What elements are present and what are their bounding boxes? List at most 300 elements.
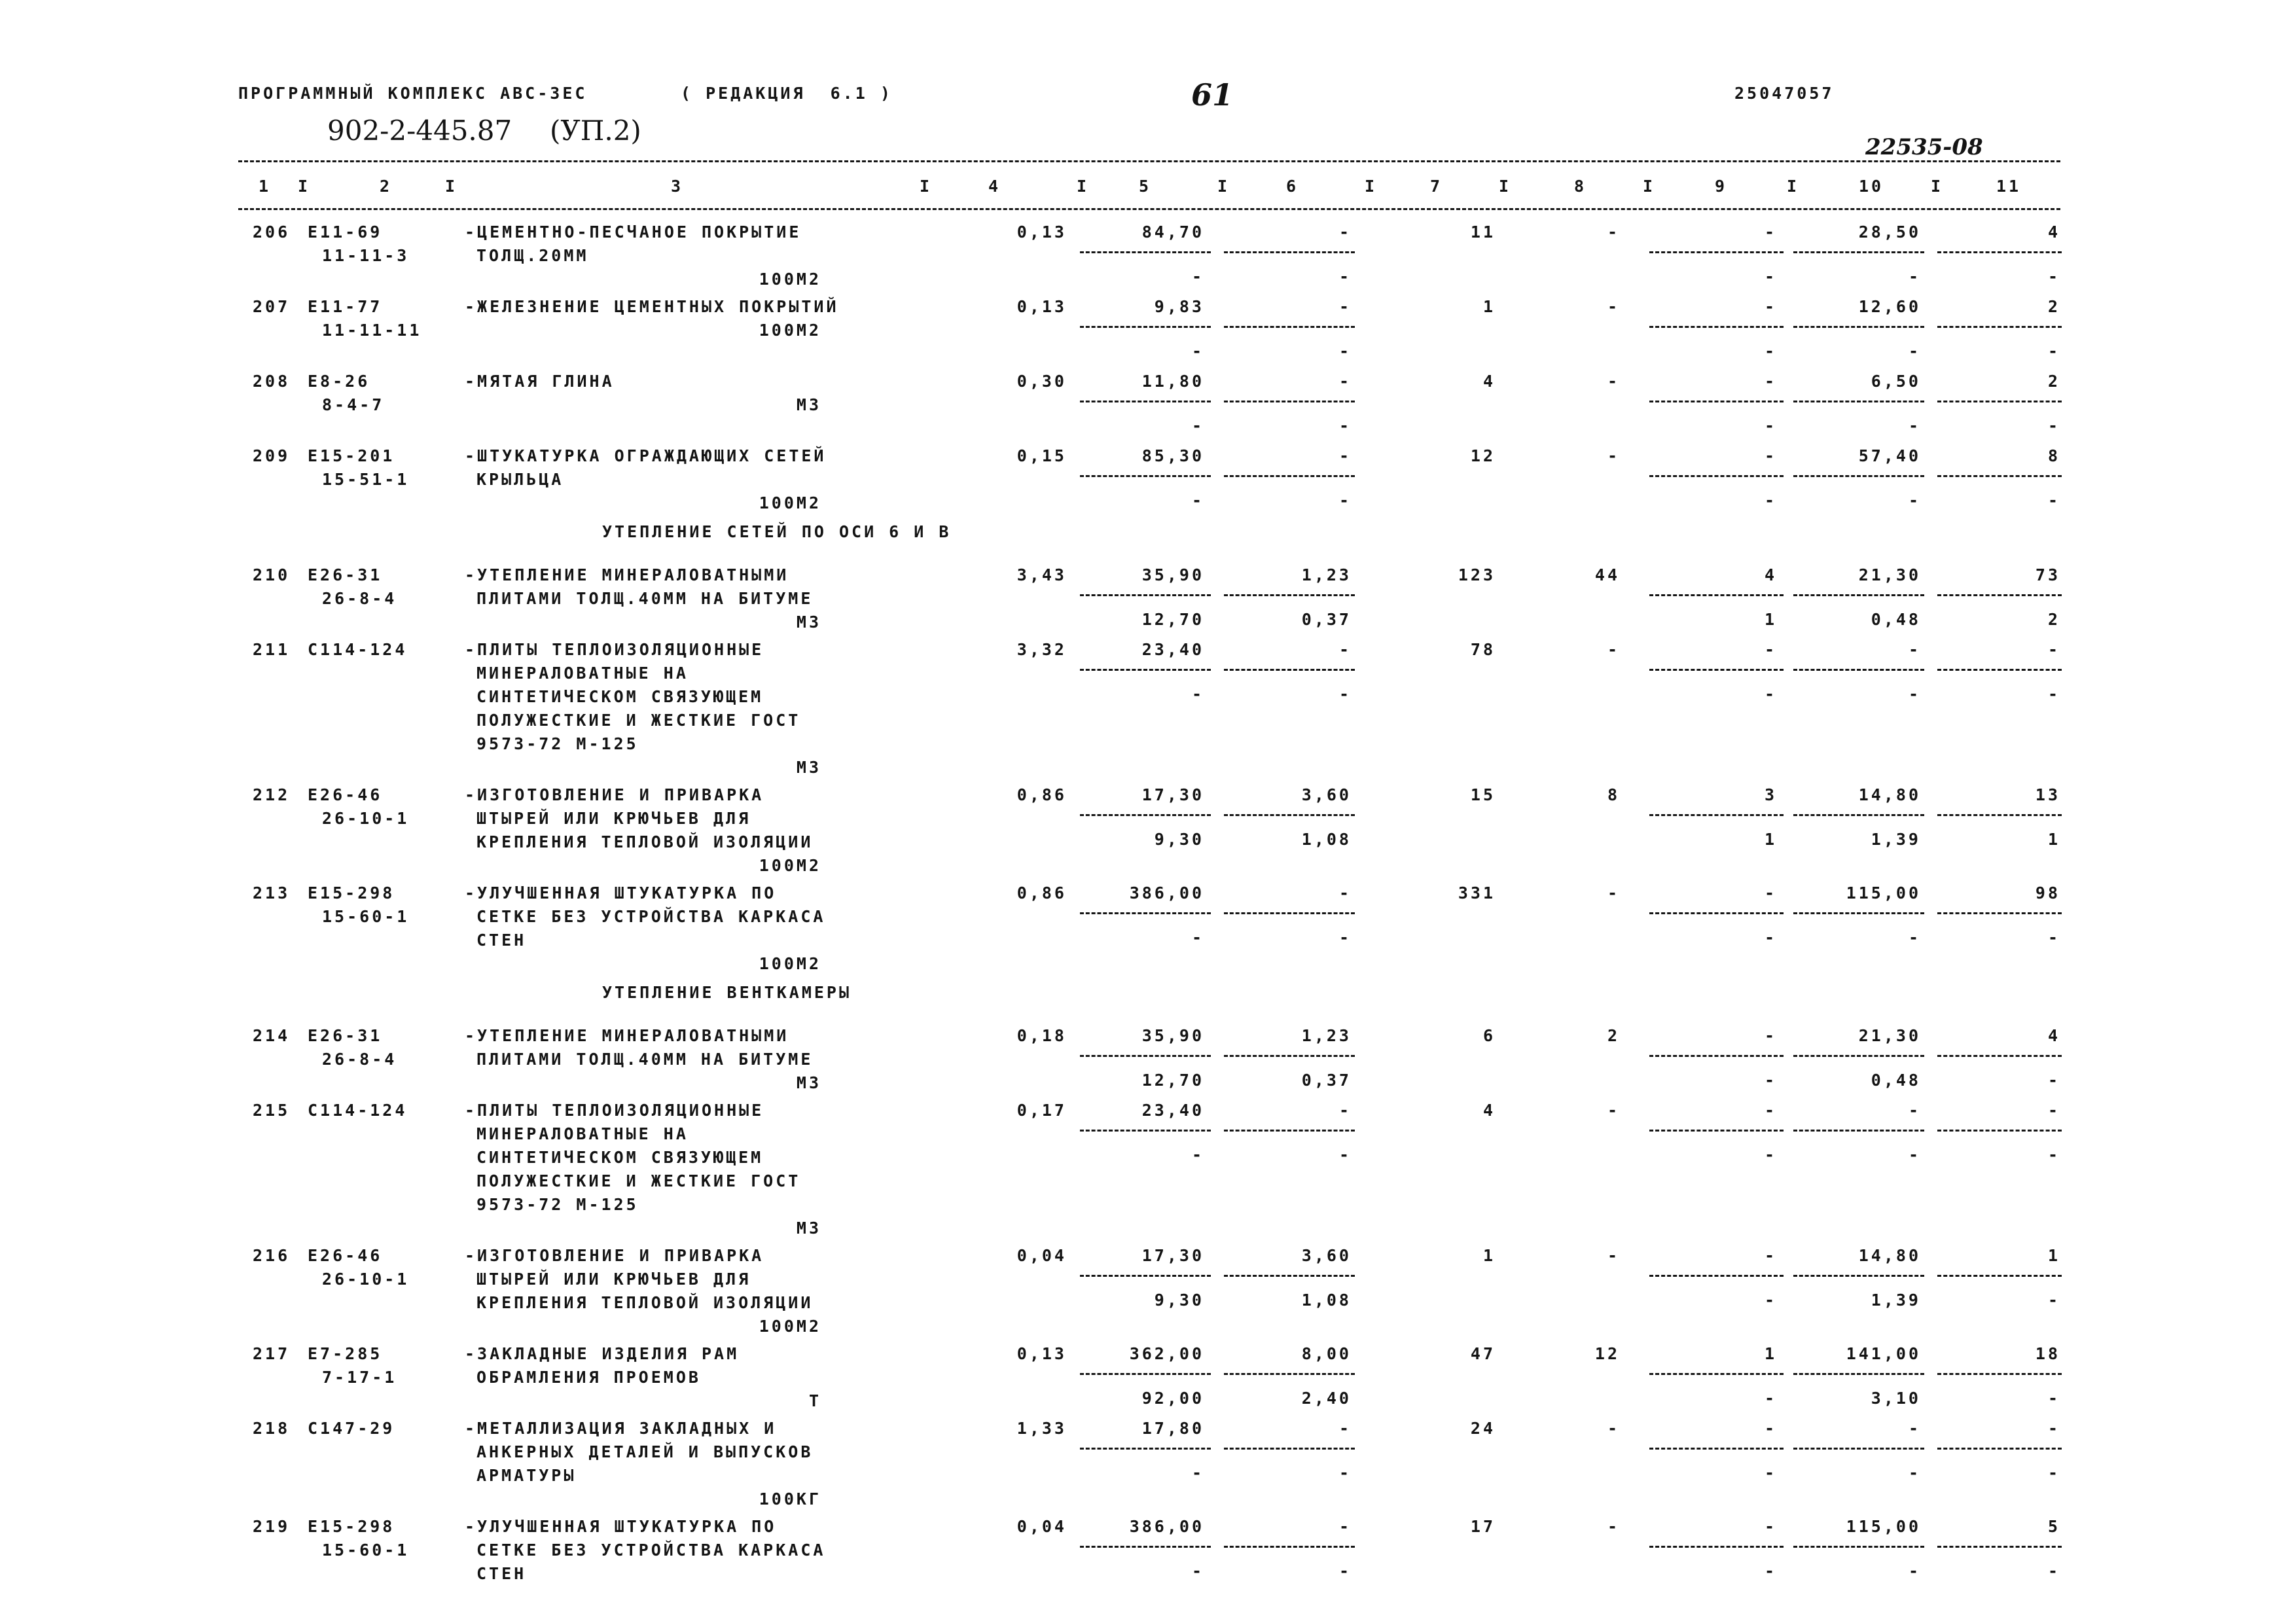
value-c6b: - — [1338, 928, 1352, 947]
value-c6: 1,23 — [1301, 1026, 1352, 1045]
cell-rule — [1224, 326, 1355, 328]
cell-rule — [1224, 1546, 1355, 1548]
norm-subcode: 15-60-1 — [322, 1541, 410, 1560]
value-c9b: 1 — [1764, 610, 1777, 629]
cell-rule — [1793, 1275, 1924, 1277]
value-c11b: - — [2047, 1463, 2060, 1482]
section-heading: УТЕПЛЕНИЕ СЕТЕЙ ПО ОСИ 6 И В — [602, 522, 952, 541]
value-c10: 57,40 — [1858, 446, 1921, 465]
unit-of-measure: 100М2 — [759, 270, 821, 289]
value-c9: - — [1764, 297, 1777, 316]
work-description: СТЕН — [476, 931, 527, 950]
value-c9: - — [1764, 1419, 1777, 1438]
value-c7: 47 — [1470, 1344, 1496, 1363]
cell-rule — [1224, 1275, 1355, 1277]
value-c9b: - — [1764, 928, 1777, 947]
norm-subcode: 8-4-7 — [322, 395, 385, 414]
cell-rule — [1080, 475, 1211, 477]
value-c8: - — [1607, 1101, 1620, 1120]
norm-code: Е8-26 — [308, 372, 370, 391]
value-c9: - — [1764, 1026, 1777, 1045]
edition-label: ( РЕДАКЦИЯ 6.1 ) — [681, 84, 893, 103]
work-description: -УЛУЧШЕННАЯ ШТУКАТУРКА ПО — [465, 1517, 777, 1536]
unit-of-measure: М3 — [796, 395, 821, 414]
work-description: 9573-72 М-125 — [476, 1195, 639, 1214]
value-c10: 21,30 — [1858, 565, 1921, 584]
value-c10: 115,00 — [1846, 1517, 1921, 1536]
column-number-3: 3 — [671, 177, 684, 196]
column-number-7: 7 — [1430, 177, 1443, 196]
row-number: 207 — [253, 297, 291, 316]
value-c11b: - — [2047, 1389, 2060, 1408]
value-c9: - — [1764, 1517, 1777, 1536]
cell-rule — [1793, 912, 1924, 914]
value-c7: 123 — [1458, 565, 1496, 584]
value-qty: 0,13 — [1016, 297, 1067, 316]
row-number: 210 — [253, 565, 291, 584]
norm-code: С147-29 — [308, 1419, 395, 1438]
cell-rule — [1937, 1448, 2062, 1450]
value-c11b: - — [2047, 1145, 2060, 1164]
value-c9b: - — [1764, 1291, 1777, 1310]
value-c8: - — [1607, 1517, 1620, 1536]
work-description: ШТЫРЕЙ ИЛИ КРЮЧЬЕВ ДЛЯ — [476, 1270, 751, 1289]
value-c11: 1 — [2047, 1246, 2060, 1265]
unit-of-measure: Т — [808, 1391, 821, 1410]
value-c5: 17,30 — [1141, 1246, 1204, 1265]
value-c6: - — [1338, 883, 1352, 902]
value-c10: 28,50 — [1858, 223, 1921, 241]
program-title: ПРОГРАММНЫЙ КОМПЛЕКС АВС-3ЕС — [238, 84, 588, 103]
norm-code: Е15-298 — [308, 883, 395, 902]
row-number: 212 — [253, 785, 291, 804]
value-c6b: 1,08 — [1301, 830, 1352, 849]
value-c5b: - — [1191, 342, 1204, 361]
value-qty: 3,43 — [1016, 565, 1067, 584]
value-c5b: 12,70 — [1141, 610, 1204, 629]
cell-rule — [1793, 475, 1924, 477]
value-c9b: 1 — [1764, 830, 1777, 849]
value-c5: 386,00 — [1129, 883, 1204, 902]
header-rule-bottom — [238, 208, 2060, 210]
value-c5b: - — [1191, 685, 1204, 704]
cell-rule — [1793, 594, 1924, 596]
value-c9b: - — [1764, 1389, 1777, 1408]
cell-rule — [1080, 594, 1211, 596]
column-number-4: 4 — [988, 177, 1001, 196]
cell-rule — [1937, 251, 2062, 253]
cell-rule — [1649, 814, 1784, 816]
column-separator: I — [298, 177, 311, 196]
unit-of-measure: 100М2 — [759, 321, 821, 340]
value-c5b: - — [1191, 928, 1204, 947]
value-c7: 6 — [1482, 1026, 1496, 1045]
value-c11b: - — [2047, 342, 2060, 361]
column-separator: I — [1643, 177, 1656, 196]
value-qty: 0,15 — [1016, 446, 1067, 465]
work-description: КРЕПЛЕНИЯ ТЕПЛОВОЙ ИЗОЛЯЦИИ — [476, 1293, 814, 1312]
value-c6: - — [1338, 1101, 1352, 1120]
cell-rule — [1080, 401, 1211, 402]
value-c6b: - — [1338, 342, 1352, 361]
cell-rule — [1224, 401, 1355, 402]
work-description: ПЛИТАМИ ТОЛЩ.40ММ НА БИТУМЕ — [476, 589, 814, 608]
value-c11b: - — [2047, 1291, 2060, 1310]
value-c9b: - — [1764, 1071, 1777, 1090]
cell-rule — [1937, 912, 2062, 914]
inventory-number: 22535-08 — [1865, 134, 1983, 160]
value-c10: 21,30 — [1858, 1026, 1921, 1045]
value-c5b: - — [1191, 491, 1204, 510]
value-c7: 4 — [1482, 372, 1496, 391]
value-c6b: - — [1338, 416, 1352, 435]
cell-rule — [1793, 814, 1924, 816]
value-c10: 115,00 — [1846, 883, 1921, 902]
cell-rule — [1937, 1055, 2062, 1057]
value-c6: 3,60 — [1301, 785, 1352, 804]
work-description: -ЦЕМЕНТНО-ПЕСЧАНОЕ ПОКРЫТИЕ — [465, 223, 802, 241]
value-c5b: 12,70 — [1141, 1071, 1204, 1090]
value-c9b: - — [1764, 1145, 1777, 1164]
value-c11: 13 — [2035, 785, 2060, 804]
value-c5: 17,80 — [1141, 1419, 1204, 1438]
column-separator: I — [1499, 177, 1512, 196]
norm-subcode: 15-60-1 — [322, 907, 410, 926]
value-c10b: 3,10 — [1871, 1389, 1921, 1408]
value-c9: - — [1764, 372, 1777, 391]
cell-rule — [1937, 594, 2062, 596]
value-c5: 84,70 — [1141, 223, 1204, 241]
value-c11b: - — [2047, 1561, 2060, 1580]
work-description: ОБРАМЛЕНИЯ ПРОЕМОВ — [476, 1368, 701, 1387]
value-c5: 23,40 — [1141, 640, 1204, 659]
work-description: -ИЗГОТОВЛЕНИЕ И ПРИВАРКА — [465, 785, 764, 804]
work-description: -ШТУКАТУРКА ОГРАЖДАЮЩИХ СЕТЕЙ — [465, 446, 827, 465]
value-c6b: - — [1338, 1463, 1352, 1482]
value-c7: 12 — [1470, 446, 1496, 465]
column-separator: I — [920, 177, 933, 196]
unit-of-measure: 100М2 — [759, 954, 821, 973]
value-c11: - — [2047, 1101, 2060, 1120]
row-number: 209 — [253, 446, 291, 465]
column-separator: I — [1365, 177, 1378, 196]
value-c7: 78 — [1470, 640, 1496, 659]
cell-rule — [1793, 1130, 1924, 1132]
cell-rule — [1649, 1275, 1784, 1277]
value-c6: - — [1338, 223, 1352, 241]
value-c9b: - — [1764, 416, 1777, 435]
cell-rule — [1649, 401, 1784, 402]
value-c11b: - — [2047, 1071, 2060, 1090]
value-c6b: - — [1338, 267, 1352, 286]
value-qty: 0,04 — [1016, 1517, 1067, 1536]
value-c7: 11 — [1470, 223, 1496, 241]
value-c10: - — [1908, 640, 1921, 659]
cell-rule — [1080, 912, 1211, 914]
value-c11: 4 — [2047, 1026, 2060, 1045]
doc-number: 25047057 — [1734, 84, 1835, 103]
value-c9: - — [1764, 883, 1777, 902]
value-c6: - — [1338, 372, 1352, 391]
unit-of-measure: М3 — [796, 758, 821, 777]
value-c8: - — [1607, 372, 1620, 391]
work-description: МИНЕРАЛОВАТНЫЕ НА — [476, 1124, 689, 1143]
cell-rule — [1080, 1055, 1211, 1057]
cell-rule — [1793, 1546, 1924, 1548]
value-c11b: 2 — [2047, 610, 2060, 629]
value-c11b: - — [2047, 928, 2060, 947]
value-c11: 18 — [2035, 1344, 2060, 1363]
cell-rule — [1937, 401, 2062, 402]
work-description: -ЗАКЛАДНЫЕ ИЗДЕЛИЯ РАМ — [465, 1344, 740, 1363]
section-heading: УТЕПЛЕНИЕ ВЕНТКАМЕРЫ — [602, 983, 852, 1002]
value-qty: 1,33 — [1016, 1419, 1067, 1438]
row-number: 206 — [253, 223, 291, 241]
cell-rule — [1937, 1275, 2062, 1277]
value-c9: 3 — [1764, 785, 1777, 804]
work-description: МИНЕРАЛОВАТНЫЕ НА — [476, 664, 689, 683]
value-c6: - — [1338, 1517, 1352, 1536]
value-c10: 12,60 — [1858, 297, 1921, 316]
value-c6b: 2,40 — [1301, 1389, 1352, 1408]
cell-rule — [1937, 669, 2062, 671]
value-c10: 141,00 — [1846, 1344, 1921, 1363]
unit-of-measure: 100КГ — [759, 1489, 821, 1508]
unit-of-measure: М3 — [796, 1219, 821, 1238]
value-qty: 0,18 — [1016, 1026, 1067, 1045]
value-c5: 362,00 — [1129, 1344, 1204, 1363]
norm-subcode: 7-17-1 — [322, 1368, 397, 1387]
value-qty: 0,13 — [1016, 1344, 1067, 1363]
norm-subcode: 11-11-3 — [322, 246, 410, 265]
cell-rule — [1793, 1448, 1924, 1450]
norm-code: С114-124 — [308, 640, 408, 659]
unit-of-measure: 100М2 — [759, 1317, 821, 1336]
value-c8: - — [1607, 1419, 1620, 1438]
cell-rule — [1080, 1373, 1211, 1375]
value-c7: 1 — [1482, 1246, 1496, 1265]
cell-rule — [1649, 1546, 1784, 1548]
norm-subcode: 15-51-1 — [322, 470, 410, 489]
cell-rule — [1224, 1373, 1355, 1375]
value-c6: - — [1338, 640, 1352, 659]
value-c10b: - — [1908, 342, 1921, 361]
cell-rule — [1793, 1055, 1924, 1057]
value-c5: 23,40 — [1141, 1101, 1204, 1120]
norm-code: Е11-69 — [308, 223, 383, 241]
value-qty: 0,17 — [1016, 1101, 1067, 1120]
value-c5: 11,80 — [1141, 372, 1204, 391]
value-c9b: - — [1764, 491, 1777, 510]
column-number-11: 11 — [1996, 177, 2022, 196]
value-c9: - — [1764, 446, 1777, 465]
value-c11: 2 — [2047, 297, 2060, 316]
cell-rule — [1937, 1373, 2062, 1375]
value-qty: 0,13 — [1016, 223, 1067, 241]
cell-rule — [1649, 594, 1784, 596]
value-c10b: - — [1908, 685, 1921, 704]
work-description: ПЛИТАМИ ТОЛЩ.40ММ НА БИТУМЕ — [476, 1050, 814, 1069]
value-c8: - — [1607, 1246, 1620, 1265]
value-c10b: 1,39 — [1871, 830, 1921, 849]
norm-subcode: 26-8-4 — [322, 1050, 397, 1069]
value-c10: - — [1908, 1419, 1921, 1438]
value-c6b: 1,08 — [1301, 1291, 1352, 1310]
value-c11b: - — [2047, 491, 2060, 510]
cell-rule — [1649, 912, 1784, 914]
value-c6b: - — [1338, 491, 1352, 510]
work-description: 9573-72 М-125 — [476, 734, 639, 753]
value-c9b: - — [1764, 1463, 1777, 1482]
value-c5: 35,90 — [1141, 565, 1204, 584]
value-c8: - — [1607, 446, 1620, 465]
value-c6b: - — [1338, 1145, 1352, 1164]
work-description: ТОЛЩ.20ММ — [476, 246, 589, 265]
cell-rule — [1937, 1546, 2062, 1548]
work-description: ШТЫРЕЙ ИЛИ КРЮЧЬЕВ ДЛЯ — [476, 809, 751, 828]
cell-rule — [1224, 814, 1355, 816]
cell-rule — [1649, 1373, 1784, 1375]
cell-rule — [1649, 1130, 1784, 1132]
value-c5b: - — [1191, 267, 1204, 286]
work-description: -УТЕПЛЕНИЕ МИНЕРАЛОВАТНЫМИ — [465, 1026, 789, 1045]
cell-rule — [1649, 1055, 1784, 1057]
work-description: КРЕПЛЕНИЯ ТЕПЛОВОЙ ИЗОЛЯЦИИ — [476, 832, 814, 851]
value-c6b: - — [1338, 685, 1352, 704]
value-c6: 1,23 — [1301, 565, 1352, 584]
work-description: -МЕТАЛЛИЗАЦИЯ ЗАКЛАДНЫХ И — [465, 1419, 777, 1438]
column-separator: I — [1077, 177, 1090, 196]
row-number: 218 — [253, 1419, 291, 1438]
value-c6b: - — [1338, 1561, 1352, 1580]
cell-rule — [1224, 1130, 1355, 1132]
row-number: 213 — [253, 883, 291, 902]
value-c7: 15 — [1470, 785, 1496, 804]
value-c9: - — [1764, 1246, 1777, 1265]
value-c11b: - — [2047, 685, 2060, 704]
value-c10: 6,50 — [1871, 372, 1921, 391]
work-description: СЕТКЕ БЕЗ УСТРОЙСТВА КАРКАСА — [476, 907, 826, 926]
value-c9b: - — [1764, 267, 1777, 286]
value-c5b: - — [1191, 1561, 1204, 1580]
work-description: СЕТКЕ БЕЗ УСТРОЙСТВА КАРКАСА — [476, 1541, 826, 1560]
value-c5b: 9,30 — [1154, 1291, 1204, 1310]
unit-of-measure: 100М2 — [759, 856, 821, 875]
cell-rule — [1224, 1448, 1355, 1450]
value-c7: 331 — [1458, 883, 1496, 902]
value-c11: 4 — [2047, 223, 2060, 241]
value-qty: 0,86 — [1016, 785, 1067, 804]
work-description: КРЫЛЬЦА — [476, 470, 564, 489]
value-c5b: 9,30 — [1154, 830, 1204, 849]
norm-subcode: 11-11-11 — [322, 321, 422, 340]
value-c10b: - — [1908, 1145, 1921, 1164]
value-c5: 85,30 — [1141, 446, 1204, 465]
value-c10b: - — [1908, 491, 1921, 510]
work-description: АНКЕРНЫХ ДЕТАЛЕЙ И ВЫПУСКОВ — [476, 1442, 814, 1461]
norm-code: Е15-201 — [308, 446, 395, 465]
work-description: АРМАТУРЫ — [476, 1466, 577, 1485]
norm-code: Е26-46 — [308, 785, 383, 804]
cell-rule — [1937, 326, 2062, 328]
project-code: 902-2-445.87 — [327, 115, 512, 147]
value-c9: 4 — [1764, 565, 1777, 584]
row-number: 217 — [253, 1344, 291, 1363]
norm-code: Е7-285 — [308, 1344, 383, 1363]
cell-rule — [1080, 1448, 1211, 1450]
value-c11: 8 — [2047, 446, 2060, 465]
row-number: 215 — [253, 1101, 291, 1120]
value-c8: - — [1607, 223, 1620, 241]
value-c7: 17 — [1470, 1517, 1496, 1536]
row-number: 216 — [253, 1246, 291, 1265]
value-qty: 0,04 — [1016, 1246, 1067, 1265]
column-number-6: 6 — [1286, 177, 1299, 196]
value-c10b: - — [1908, 416, 1921, 435]
value-c8: 8 — [1607, 785, 1620, 804]
value-c8: 12 — [1594, 1344, 1620, 1363]
value-c10: 14,80 — [1858, 785, 1921, 804]
value-c10b: 0,48 — [1871, 1071, 1921, 1090]
value-c10b: 0,48 — [1871, 610, 1921, 629]
cell-rule — [1224, 1055, 1355, 1057]
norm-subcode: 26-8-4 — [322, 589, 397, 608]
norm-subcode: 26-10-1 — [322, 809, 410, 828]
work-description: СИНТЕТИЧЕСКОМ СВЯЗУЮЩЕМ — [476, 687, 764, 706]
value-c9b: - — [1764, 685, 1777, 704]
cell-rule — [1224, 594, 1355, 596]
cell-rule — [1649, 1448, 1784, 1450]
value-c9: 1 — [1764, 1344, 1777, 1363]
row-number: 214 — [253, 1026, 291, 1045]
cell-rule — [1937, 1130, 2062, 1132]
column-separator: I — [1787, 177, 1800, 196]
column-number-5: 5 — [1139, 177, 1152, 196]
norm-code: Е26-31 — [308, 565, 383, 584]
cell-rule — [1224, 251, 1355, 253]
row-number: 208 — [253, 372, 291, 391]
cell-rule — [1649, 326, 1784, 328]
value-c7: 1 — [1482, 297, 1496, 316]
value-c5b: - — [1191, 1145, 1204, 1164]
row-number: 219 — [253, 1517, 291, 1536]
cell-rule — [1937, 475, 2062, 477]
cell-rule — [1793, 326, 1924, 328]
value-c11: - — [2047, 640, 2060, 659]
value-c11: 98 — [2035, 883, 2060, 902]
unit-of-measure: М3 — [796, 1073, 821, 1092]
value-c8: - — [1607, 297, 1620, 316]
value-c6: - — [1338, 297, 1352, 316]
cell-rule — [1793, 401, 1924, 402]
cell-rule — [1793, 1373, 1924, 1375]
work-description: -ИЗГОТОВЛЕНИЕ И ПРИВАРКА — [465, 1246, 764, 1265]
value-c9b: - — [1764, 342, 1777, 361]
cell-rule — [1793, 251, 1924, 253]
unit-of-measure: 100М2 — [759, 493, 821, 512]
value-c9: - — [1764, 1101, 1777, 1120]
value-c5: 35,90 — [1141, 1026, 1204, 1045]
value-c11: 5 — [2047, 1517, 2060, 1536]
cell-rule — [1080, 326, 1211, 328]
work-description: ПОЛУЖЕСТКИЕ И ЖЕСТКИЕ ГОСТ — [476, 1171, 801, 1190]
value-c5b: - — [1191, 416, 1204, 435]
norm-code: С114-124 — [308, 1101, 408, 1120]
work-description: ПОЛУЖЕСТКИЕ И ЖЕСТКИЕ ГОСТ — [476, 711, 801, 730]
work-description: -УЛУЧШЕННАЯ ШТУКАТУРКА ПО — [465, 883, 777, 902]
value-c5b: 92,00 — [1141, 1389, 1204, 1408]
cell-rule — [1224, 475, 1355, 477]
